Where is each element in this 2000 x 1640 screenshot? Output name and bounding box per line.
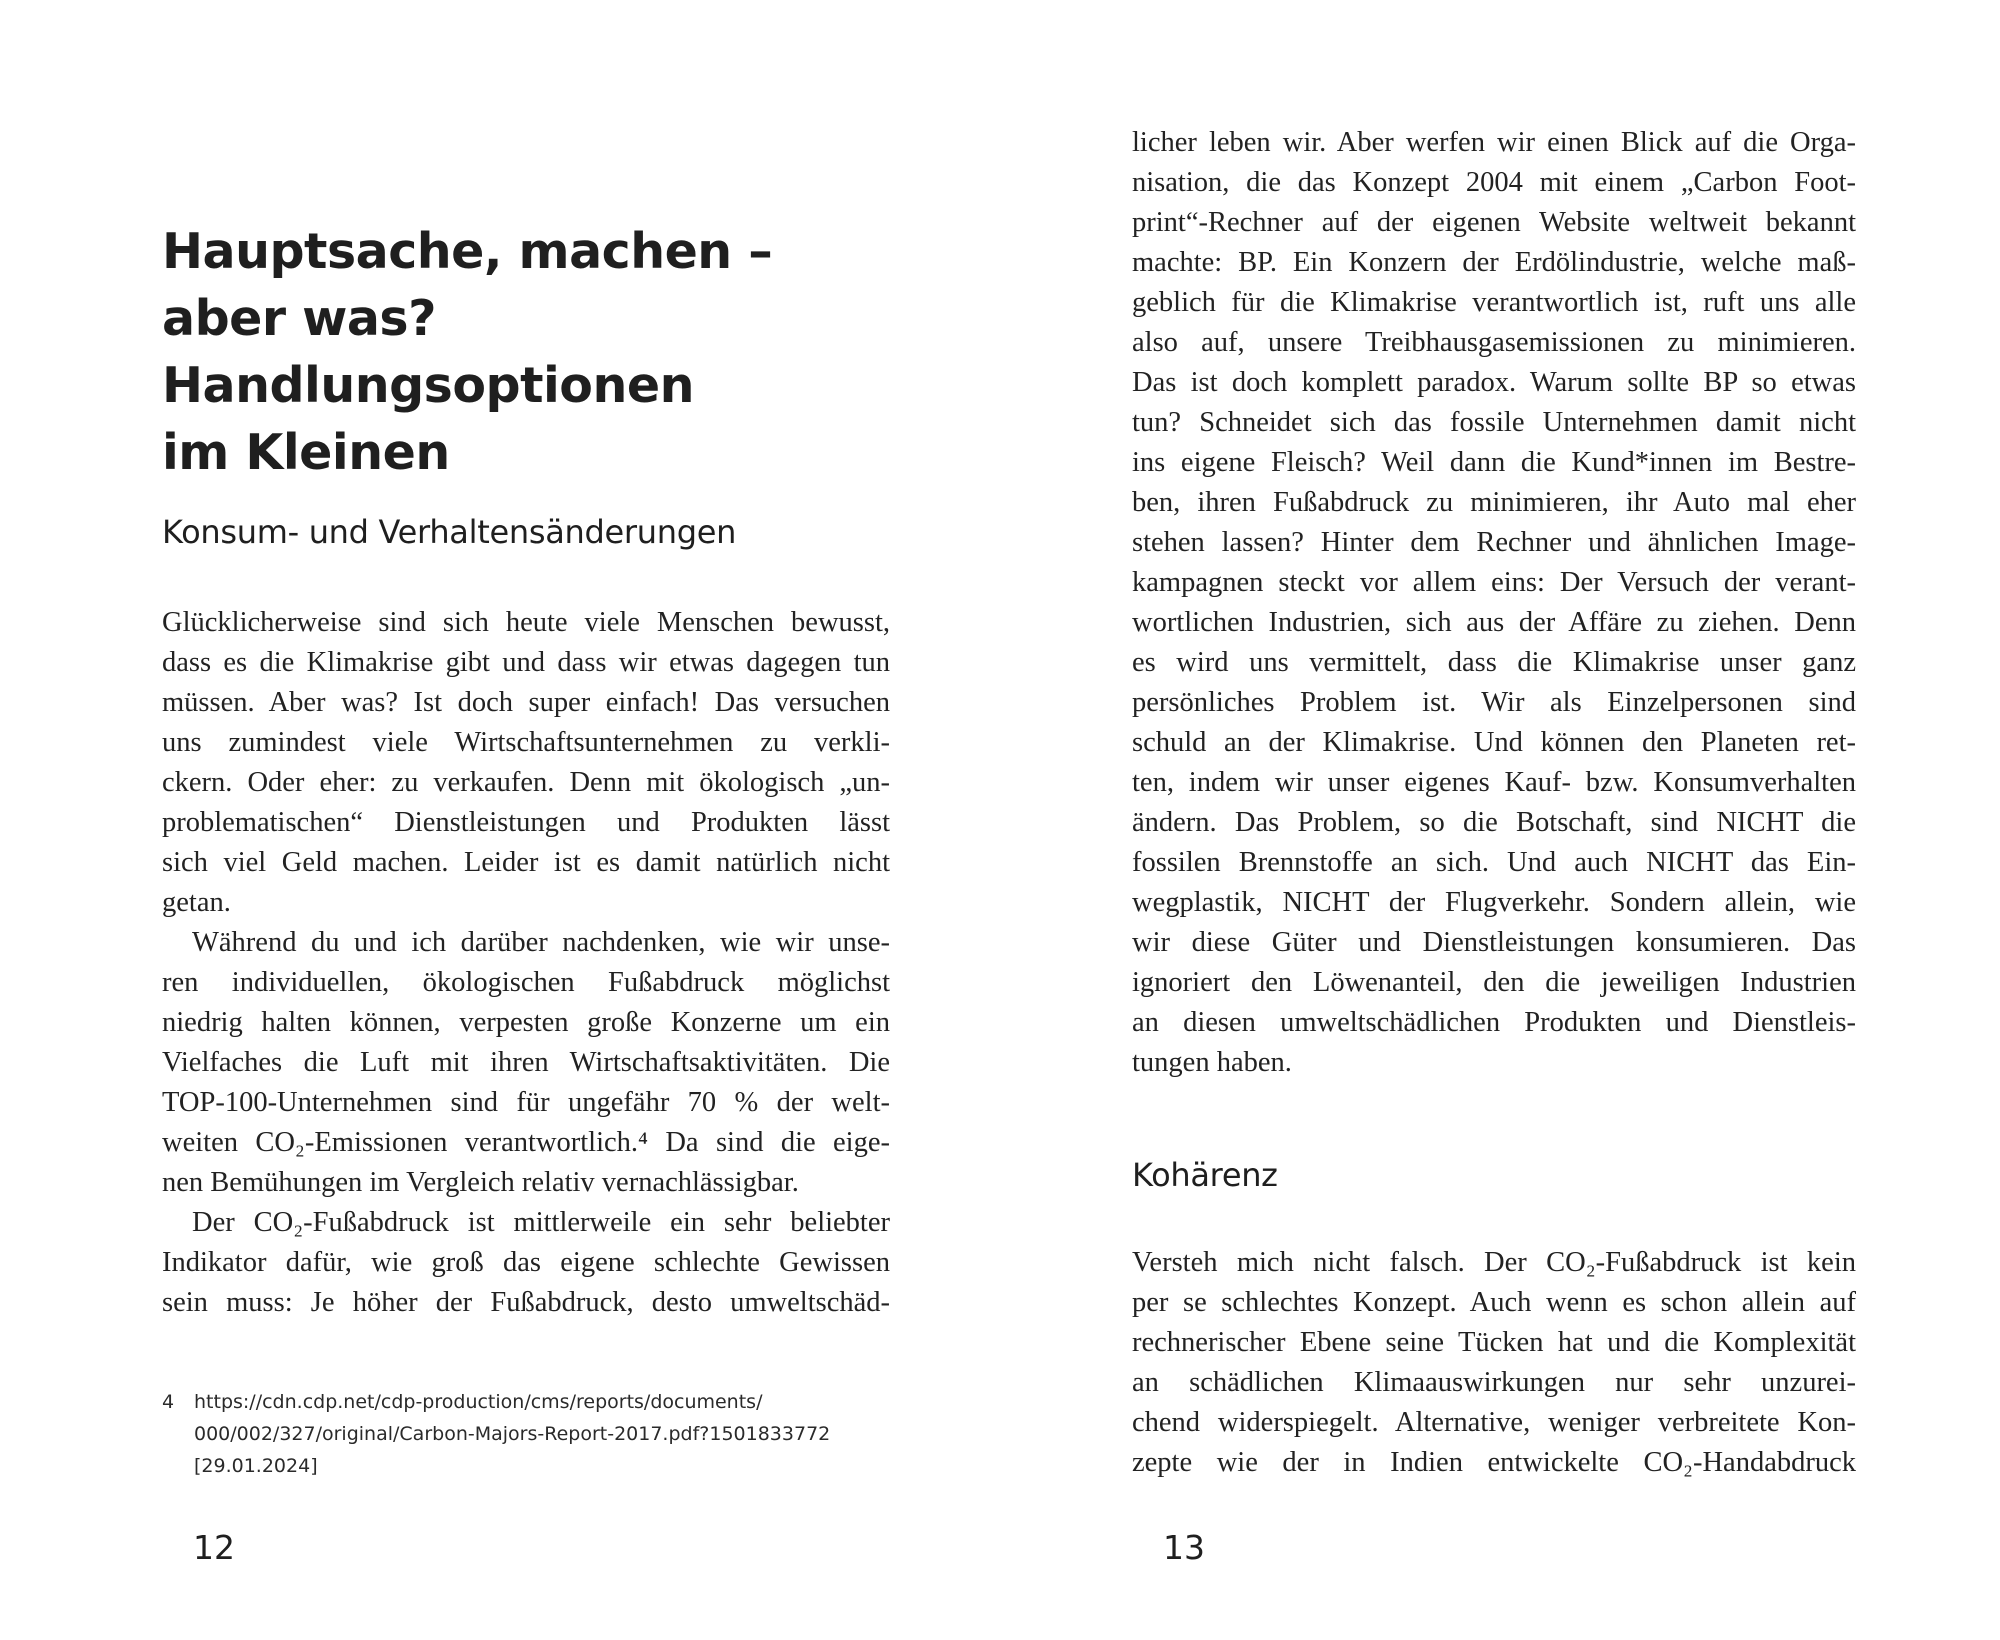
text-line: müssen. Aber was? Ist doch super einfach! Das versuchen [162,687,890,718]
text-line: stehen lassen? Hinter dem Rechner und ähnlichen Image- [1132,527,1856,558]
text-line: ckern. Oder eher: zu verkaufen. Denn mit ökologisch „un- [162,767,890,798]
footnote-url-line[interactable]: https://cdn.cdp.net/cdp-production/cms/reports/documents/ [194,1391,763,1413]
text-line: rechnerischer Ebene seine Tücken hat und die Komplexität [1132,1327,1856,1358]
text-line: machte: BP. Ein Konzern der Erdölindustrie, welche maß- [1132,247,1856,278]
text-line: an schädlichen Klimaauswirkungen nur sehr unzurei- [1132,1367,1856,1398]
text-line: tun? Schneidet sich das fossile Unternehmen damit nicht [1132,407,1856,438]
text-line: zepte wie der in Indien entwickelte CO₂-Handabdruck [1132,1447,1856,1478]
text-line: sich viel Geld machen. Leider ist es damit natürlich nicht [162,847,890,878]
text-line: ändern. Das Problem, so die Botschaft, sind NICHT die [1132,807,1856,838]
text-line: ignoriert den Löwenanteil, den die jeweiligen Industrien [1132,967,1856,998]
text-line: also auf, unsere Treibhausgasemissionen zu minimieren. [1132,327,1856,358]
footnote-date-line: [29.01.2024] [194,1455,318,1477]
text-line: ten, indem wir unser eigenes Kauf- bzw. Konsumverhalten [1132,767,1856,798]
text-line: problematischen“ Dienstleistungen und Produkten lässt [162,807,890,838]
chapter-title-line: Handlungsoptionen [162,357,694,414]
chapter-title-line: im Kleinen [162,424,450,481]
text-line: wortlichen Industrien, sich aus der Affäre zu ziehen. Denn [1132,607,1856,638]
text-line: wegplastik, NICHT der Flugverkehr. Sondern allein, wie [1132,887,1856,918]
text-line: fossilen Brennstoffe an sich. Und auch NICHT das Ein- [1132,847,1856,878]
footnote-number: 4 [162,1391,175,1413]
footnote-url-line[interactable]: 000/002/327/original/Carbon-Majors-Report-2017.pdf?1501833772 [194,1423,831,1445]
text-line: Versteh mich nicht falsch. Der CO₂-Fußabdruck ist kein [1132,1247,1856,1278]
chapter-title-line: Hauptsache, machen – [162,223,773,280]
text-line: es wird uns vermittelt, dass die Klimakrise unser ganz [1132,647,1856,678]
text-line: nen Bemühungen im Vergleich relativ vernachlässigbar. [162,1167,799,1198]
text-line: geblich für die Klimakrise verantwortlich ist, ruft uns alle [1132,287,1856,318]
text-line: getan. [162,887,231,918]
text-line: weiten CO₂-Emissionen verantwortlich.⁴ Da sind die eige- [162,1127,890,1158]
text-line: print“-Rechner auf der eigenen Website weltweit bekannt [1132,207,1856,238]
text-line: niedrig halten können, verpesten große Konzerne um ein [162,1007,890,1038]
text-line: ins eigene Fleisch? Weil dann die Kund*innen im Bestre- [1132,447,1856,478]
section-heading: Kohärenz [1132,1156,1278,1194]
text-line: dass es die Klimakrise gibt und dass wir etwas dagegen tun [162,647,890,678]
text-line: kampagnen steckt vor allem eins: Der Versuch der verant- [1132,567,1856,598]
chapter-title-line: aber was? [162,290,437,347]
text-line: Das ist doch komplett paradox. Warum sollte BP so etwas [1132,367,1856,398]
text-line: Der CO₂-Fußabdruck ist mittlerweile ein sehr beliebter [192,1207,890,1238]
text-line: Indikator dafür, wie groß das eigene schlechte Gewissen [162,1247,890,1278]
right-page [1000,0,2000,1640]
text-line: tungen haben. [1132,1047,1292,1078]
text-line: schuld an der Klimakrise. Und können den Planeten ret- [1132,727,1856,758]
page-number-left: 12 [193,1528,235,1567]
section-subtitle: Konsum- und Verhaltensänderungen [162,513,737,551]
text-line: Vielfaches die Luft mit ihren Wirtschaftsaktivitäten. Die [162,1047,890,1078]
footnote-text [194,1386,902,1482]
text-line: an diesen umweltschädlichen Produkten und Dienstleis- [1132,1007,1856,1038]
body-text-left [162,603,890,1323]
text-line: nisation, die das Konzept 2004 mit einem „Carbon Foot- [1132,167,1856,198]
text-line: sein muss: Je höher der Fußabdruck, desto umweltschäd- [162,1287,890,1318]
text-line: Während du und ich darüber nachdenken, wie wir unse- [192,927,890,958]
body-text-right-top [1132,123,1856,1083]
chapter-title [162,218,882,486]
text-line: TOP-100-Unternehmen sind für ungefähr 70 % der welt- [162,1087,890,1118]
text-line: wir diese Güter und Dienstleistungen konsumieren. Das [1132,927,1856,958]
footnote [162,1386,902,1482]
text-line: Glücklicherweise sind sich heute viele Menschen bewusst, [162,607,890,638]
body-text-right-bottom [1132,1243,1856,1483]
text-line: ben, ihren Fußabdruck zu minimieren, ihr Auto mal eher [1132,487,1856,518]
page-number-right: 13 [1163,1528,1205,1567]
text-line: per se schlechtes Konzept. Auch wenn es schon allein auf [1132,1287,1856,1318]
text-line: ren individuellen, ökologischen Fußabdruck möglichst [162,967,890,998]
text-line: uns zumindest viele Wirtschaftsunternehmen zu verkli- [162,727,890,758]
text-line: persönliches Problem ist. Wir als Einzelpersonen sind [1132,687,1856,718]
text-line: licher leben wir. Aber werfen wir einen Blick auf die Orga- [1132,127,1856,158]
text-line: chend widerspiegelt. Alternative, weniger verbreitete Kon- [1132,1407,1856,1438]
